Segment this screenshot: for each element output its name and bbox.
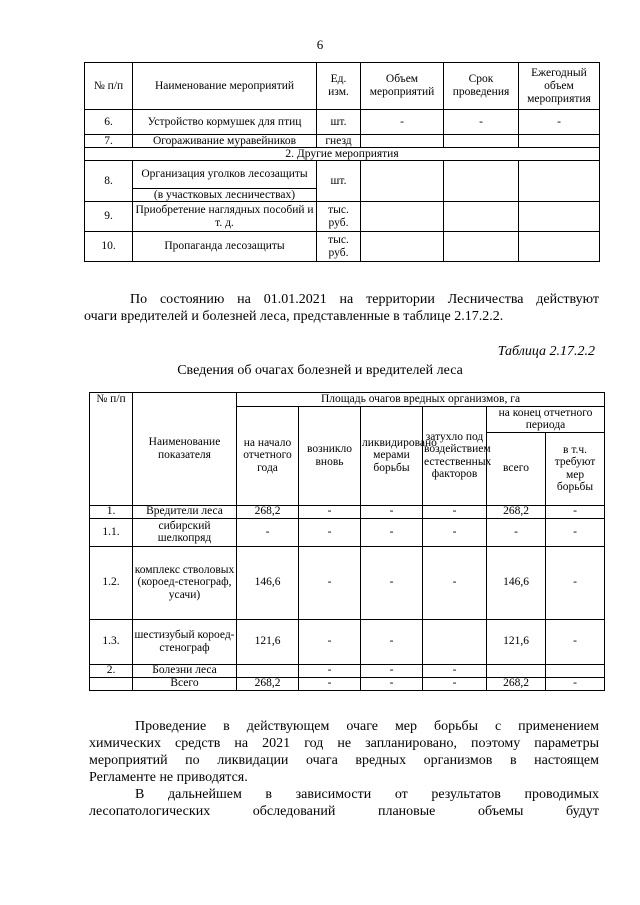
row-num: 10. — [85, 232, 133, 262]
cell-nat: - — [423, 664, 487, 677]
cell-new: - — [299, 546, 361, 619]
table-header-row — [85, 63, 600, 110]
cell-total: 268,2 — [487, 677, 546, 690]
table-row — [85, 110, 600, 135]
cell-incl: - — [546, 546, 605, 619]
header-num: № п/п — [85, 63, 133, 110]
paragraph-line: По состоянию на 01.01.2021 на территории Лесничества действуют — [130, 292, 599, 307]
row-volume — [361, 202, 444, 232]
paragraph-measures — [89, 718, 599, 820]
table-row — [90, 546, 605, 619]
header-num: № п/п — [90, 393, 133, 506]
cell-new: - — [299, 518, 361, 546]
header-name: Наименование показателя — [133, 393, 237, 506]
cell-total: - — [487, 518, 546, 546]
cell-name: комплекс стволовых (короед-стенограф, усачи) — [133, 546, 237, 619]
row-volume — [361, 161, 444, 202]
page-number: 6 — [316, 37, 324, 52]
table-row — [85, 161, 600, 189]
cell-incl: - — [546, 677, 605, 690]
cell-incl — [546, 664, 605, 677]
cell-name: сибирский шелкопряд — [133, 518, 237, 546]
cell-nat: - — [423, 677, 487, 690]
cell-total — [487, 664, 546, 677]
row-name: Огораживание муравейников — [133, 135, 317, 148]
cell-nat: - — [423, 546, 487, 619]
cell-start: - — [237, 518, 299, 546]
cell-nat: - — [423, 518, 487, 546]
paragraph-line: Регламенте не приводятся. — [89, 770, 248, 785]
cell-start: 268,2 — [237, 677, 299, 690]
total-row — [90, 677, 605, 690]
cell-start: 121,6 — [237, 619, 299, 664]
row-period — [444, 232, 519, 262]
row-period — [444, 135, 519, 148]
table-row — [85, 202, 600, 232]
row-volume: - — [361, 110, 444, 135]
cell-num — [90, 677, 133, 690]
cell-incl: - — [546, 518, 605, 546]
cell-start — [237, 664, 299, 677]
paragraph-line: мероприятий по ликвидации очага вредных организмов в настоящем — [89, 753, 599, 768]
table-row — [85, 135, 600, 148]
header-period: Срок проведения — [444, 63, 519, 110]
table-row — [90, 664, 605, 677]
cell-nat: - — [423, 505, 487, 518]
cell-incl: - — [546, 619, 605, 664]
header-name: Наименование мероприятий — [133, 63, 317, 110]
cell-total: 268,2 — [487, 505, 546, 518]
header-new: возникло вновь — [299, 406, 361, 505]
cell-name: шестизубый короед-стенограф — [133, 619, 237, 664]
row-annual — [519, 161, 600, 202]
header-natural: затухло под воздействием естественных факторов — [423, 406, 487, 505]
paragraph-line: лесопатологических обследований плановые объемы будут — [89, 804, 599, 819]
cell-new: - — [299, 677, 361, 690]
cell-num: 1.3. — [90, 619, 133, 664]
row-num: 6. — [85, 110, 133, 135]
row-period — [444, 161, 519, 202]
row-num: 7. — [85, 135, 133, 148]
row-unit: тыс. руб. — [317, 232, 361, 262]
header-total: всего — [487, 432, 546, 505]
row-num: 8. — [85, 161, 133, 202]
row-unit: шт. — [317, 110, 361, 135]
table-title: Сведения об очагах болезней и вредителей леса — [177, 363, 463, 378]
header-unit: Ед. изм. — [317, 63, 361, 110]
cell-liq: - — [361, 546, 423, 619]
header-start: на начало отчетного года — [237, 406, 299, 505]
cell-num: 1.2. — [90, 546, 133, 619]
table-row — [90, 505, 605, 518]
cell-liq: - — [361, 677, 423, 690]
cell-start: 268,2 — [237, 505, 299, 518]
row-unit: шт. — [317, 161, 361, 202]
cell-num: 2. — [90, 664, 133, 677]
row-name-sub: (в участковых лесничествах) — [133, 189, 317, 202]
row-name: Приобретение наглядных пособий и т. д. — [133, 202, 317, 232]
row-volume — [361, 135, 444, 148]
cell-incl: - — [546, 505, 605, 518]
cell-liq: - — [361, 619, 423, 664]
row-unit: тыс. руб. — [317, 202, 361, 232]
cell-nat — [423, 619, 487, 664]
row-period — [444, 202, 519, 232]
row-name: Пропаганда лесозащиты — [133, 232, 317, 262]
cell-total: 121,6 — [487, 619, 546, 664]
measures-table — [84, 62, 600, 262]
cell-start: 146,6 — [237, 546, 299, 619]
header-annual: Ежегодный объем мероприятия — [519, 63, 600, 110]
cell-name: Вредители леса — [133, 505, 237, 518]
cell-liq: - — [361, 518, 423, 546]
row-num: 9. — [85, 202, 133, 232]
section-row — [85, 148, 600, 161]
paragraph-line: очаги вредителей и болезней леса, представленные в таблице 2.17.2.2. — [84, 309, 504, 324]
cell-new: - — [299, 505, 361, 518]
row-annual — [519, 135, 600, 148]
row-name: Устройство кормушек для птиц — [133, 110, 317, 135]
cell-new: - — [299, 619, 361, 664]
paragraph-line: В дальнейшем в зависимости от результатов проводимых — [135, 787, 599, 802]
paragraph-line: Проведение в действующем очаге мер борьбы с применением — [135, 719, 599, 734]
table-caption: Таблица 2.17.2.2 — [497, 344, 595, 359]
row-period: - — [444, 110, 519, 135]
header-end: на конец отчетного периода — [487, 406, 605, 432]
table-header-row — [90, 393, 605, 407]
cell-name: Болезни леса — [133, 664, 237, 677]
row-name: Организация уголков лесозащиты — [133, 161, 317, 189]
cell-num: 1.1. — [90, 518, 133, 546]
row-annual — [519, 232, 600, 262]
cell-name: Всего — [133, 677, 237, 690]
row-volume — [361, 232, 444, 262]
row-annual: - — [519, 110, 600, 135]
row-annual — [519, 202, 600, 232]
table-row — [85, 232, 600, 262]
header-incl: в т.ч. требуют мер борьбы — [546, 432, 605, 505]
cell-liq: - — [361, 505, 423, 518]
cell-total: 146,6 — [487, 546, 546, 619]
pest-foci-table — [89, 392, 605, 691]
paragraph-status — [84, 291, 599, 325]
cell-new: - — [299, 664, 361, 677]
row-unit: гнезд — [317, 135, 361, 148]
table-row — [90, 619, 605, 664]
header-volume: Объем мероприятий — [361, 63, 444, 110]
header-liquidated: ликвидировано мерами борьбы — [361, 406, 423, 505]
cell-num: 1. — [90, 505, 133, 518]
paragraph-line: химических средств на 2021 год не запланировано, поэтому параметры — [89, 736, 599, 751]
table-row — [90, 518, 605, 546]
section-title: 2. Другие мероприятия — [85, 148, 600, 161]
header-area: Площадь очагов вредных организмов, га — [237, 393, 605, 407]
cell-liq: - — [361, 664, 423, 677]
